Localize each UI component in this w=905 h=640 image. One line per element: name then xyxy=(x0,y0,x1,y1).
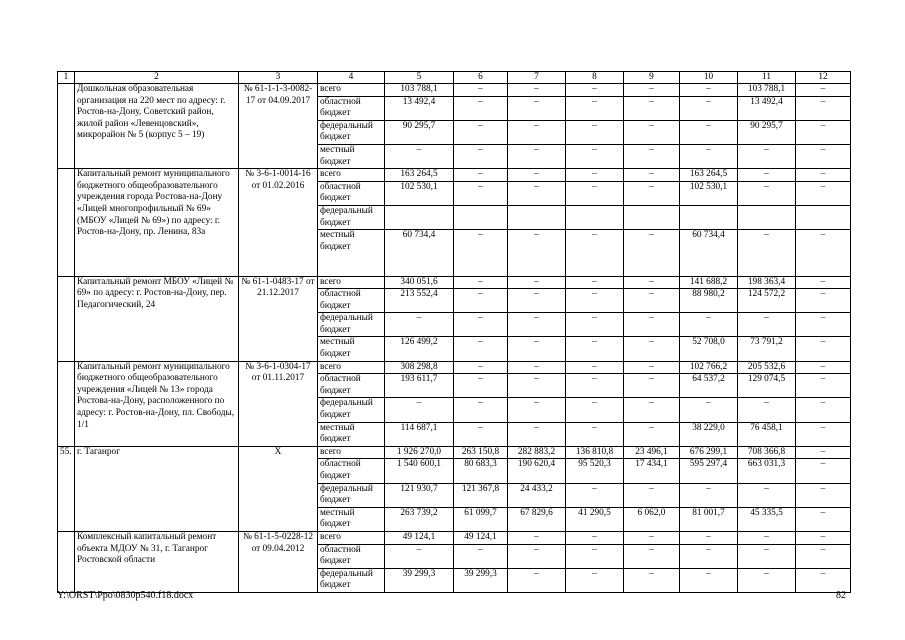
amount-cell: 198 363,4 xyxy=(738,276,796,289)
amount-cell: 41 290,5 xyxy=(566,507,624,531)
amount-cell: 52 708,0 xyxy=(680,337,738,361)
amount-cell: 193 611,7 xyxy=(385,374,454,398)
amount-cell: – xyxy=(624,337,680,361)
amount-cell: – xyxy=(796,84,851,97)
amount-cell: 103 788,1 xyxy=(385,84,454,97)
amount-cell: – xyxy=(454,422,508,446)
amount-cell: 24 433,2 xyxy=(508,483,566,507)
amount-cell: 39 299,3 xyxy=(385,568,454,592)
funding-source: местный бюджет xyxy=(318,144,385,168)
row-number: 55. xyxy=(58,446,75,531)
amount-cell: 126 499,2 xyxy=(385,337,454,361)
object-name: Комплексный капитальный ремонт объекта МДОУ № 31, г. Таганрог Ростовской области xyxy=(75,531,239,592)
amount-cell: – xyxy=(566,144,624,168)
amount-cell: – xyxy=(508,361,566,374)
amount-cell: – xyxy=(624,398,680,422)
amount-cell xyxy=(508,205,566,229)
funding-source: всего xyxy=(318,361,385,374)
amount-cell: 1 540 600,1 xyxy=(385,459,454,483)
funding-source: всего xyxy=(318,531,385,544)
amount-cell: – xyxy=(624,169,680,182)
amount-cell: 80 683,3 xyxy=(454,459,508,483)
amount-cell: – xyxy=(624,120,680,144)
amount-cell: 64 537,2 xyxy=(680,374,738,398)
row-number xyxy=(58,361,75,446)
amount-cell: – xyxy=(680,313,738,337)
amount-cell: 102 766,2 xyxy=(680,361,738,374)
amount-cell: – xyxy=(738,169,796,182)
object-name: Капитальный ремонт муниципального бюджетного общеобразовательного учреждения «Лицей № 13» города Ростова-на-Дону, расположенного по адресу: г. Ростов-на-Дону, пл. Свободы, 1/1 xyxy=(75,361,239,446)
amount-cell: 88 980,2 xyxy=(680,289,738,313)
funding-source: федеральный бюджет xyxy=(318,120,385,144)
funding-source: федеральный бюджет xyxy=(318,313,385,337)
amount-cell: – xyxy=(454,374,508,398)
amount-cell: – xyxy=(738,230,796,276)
amount-cell: – xyxy=(680,544,738,568)
amount-cell: – xyxy=(624,422,680,446)
amount-cell: – xyxy=(385,398,454,422)
amount-cell: – xyxy=(624,144,680,168)
amount-cell: – xyxy=(738,568,796,592)
amount-cell: – xyxy=(796,276,851,289)
column-number-4: 4 xyxy=(318,72,385,84)
amount-cell: – xyxy=(508,169,566,182)
table-row xyxy=(58,276,851,289)
amount-cell: 114 687,1 xyxy=(385,422,454,446)
amount-cell: 39 299,3 xyxy=(454,568,508,592)
amount-cell: – xyxy=(454,544,508,568)
amount-cell: – xyxy=(508,230,566,276)
funding-source: федеральный бюджет xyxy=(318,568,385,592)
amount-cell: 61 099,7 xyxy=(454,507,508,531)
funding-source: всего xyxy=(318,276,385,289)
amount-cell: – xyxy=(454,313,508,337)
amount-cell: 103 788,1 xyxy=(738,84,796,97)
amount-cell: 708 366,8 xyxy=(738,446,796,459)
amount-cell: – xyxy=(796,313,851,337)
amount-cell: – xyxy=(566,544,624,568)
amount-cell: 60 734,4 xyxy=(680,230,738,276)
amount-cell: – xyxy=(508,544,566,568)
expertise-number: № 61-1-5-0228-12 от 09.04.2012 xyxy=(239,531,318,592)
amount-cell: – xyxy=(508,422,566,446)
amount-cell: 6 062,0 xyxy=(624,507,680,531)
amount-cell: – xyxy=(738,313,796,337)
amount-cell: – xyxy=(624,289,680,313)
amount-cell: – xyxy=(624,84,680,97)
amount-cell: – xyxy=(796,483,851,507)
amount-cell: 663 031,3 xyxy=(738,459,796,483)
amount-cell: – xyxy=(796,374,851,398)
amount-cell: – xyxy=(454,361,508,374)
amount-cell: 190 620,4 xyxy=(508,459,566,483)
amount-cell: – xyxy=(624,181,680,205)
expertise-number: Х xyxy=(239,446,318,531)
amount-cell: 13 492,4 xyxy=(385,96,454,120)
amount-cell: – xyxy=(738,483,796,507)
funding-source: областной бюджет xyxy=(318,459,385,483)
amount-cell: 1 926 270,0 xyxy=(385,446,454,459)
object-name: г. Таганрог xyxy=(75,446,239,531)
amount-cell: – xyxy=(566,568,624,592)
amount-cell: – xyxy=(385,313,454,337)
funding-source: областной бюджет xyxy=(318,289,385,313)
amount-cell: – xyxy=(454,169,508,182)
amount-cell: 49 124,1 xyxy=(385,531,454,544)
amount-cell: – xyxy=(624,276,680,289)
amount-cell: – xyxy=(508,181,566,205)
amount-cell: – xyxy=(796,507,851,531)
amount-cell: – xyxy=(796,531,851,544)
funding-source: всего xyxy=(318,84,385,97)
amount-cell: – xyxy=(796,361,851,374)
expertise-number: № 3-6-1-0014-16 от 01.02.2016 xyxy=(239,169,318,276)
amount-cell: – xyxy=(508,374,566,398)
amount-cell: – xyxy=(624,374,680,398)
document-path: Y:\ORST\Ppo\0830p540.f18.docx xyxy=(57,590,194,601)
amount-cell: – xyxy=(566,483,624,507)
amount-cell: – xyxy=(508,568,566,592)
amount-cell: 81 001,7 xyxy=(680,507,738,531)
column-number-1: 1 xyxy=(58,72,75,84)
amount-cell: 308 298,8 xyxy=(385,361,454,374)
amount-cell: 23 496,1 xyxy=(624,446,680,459)
table-row xyxy=(58,531,851,544)
funding-source: федеральный бюджет xyxy=(318,483,385,507)
amount-cell: 213 552,4 xyxy=(385,289,454,313)
amount-cell: – xyxy=(796,181,851,205)
amount-cell: – xyxy=(566,276,624,289)
amount-cell: – xyxy=(680,120,738,144)
amount-cell: – xyxy=(680,96,738,120)
amount-cell xyxy=(385,205,454,229)
amount-cell: – xyxy=(738,531,796,544)
amount-cell: – xyxy=(454,120,508,144)
amount-cell: 676 299,1 xyxy=(680,446,738,459)
amount-cell: – xyxy=(566,374,624,398)
amount-cell: – xyxy=(454,144,508,168)
amount-cell: – xyxy=(624,96,680,120)
amount-cell: 13 492,4 xyxy=(738,96,796,120)
funding-source: местный бюджет xyxy=(318,422,385,446)
funding-source: областной бюджет xyxy=(318,96,385,120)
table-body xyxy=(58,72,851,593)
funding-source: федеральный бюджет xyxy=(318,398,385,422)
funding-source: всего xyxy=(318,169,385,182)
amount-cell: 263 739,2 xyxy=(385,507,454,531)
amount-cell: – xyxy=(454,398,508,422)
funding-source: областной бюджет xyxy=(318,544,385,568)
amount-cell: – xyxy=(796,422,851,446)
amount-cell: – xyxy=(796,169,851,182)
amount-cell: 60 734,4 xyxy=(385,230,454,276)
amount-cell: 90 295,7 xyxy=(738,120,796,144)
amount-cell: – xyxy=(796,568,851,592)
amount-cell: 163 264,5 xyxy=(385,169,454,182)
row-number xyxy=(58,169,75,276)
column-number-10: 10 xyxy=(680,72,738,84)
amount-cell: 121 930,7 xyxy=(385,483,454,507)
amount-cell: – xyxy=(454,96,508,120)
amount-cell: – xyxy=(624,313,680,337)
amount-cell: – xyxy=(566,313,624,337)
row-number xyxy=(58,84,75,169)
column-number-2: 2 xyxy=(75,72,239,84)
column-number-3: 3 xyxy=(239,72,318,84)
amount-cell: 67 829,6 xyxy=(508,507,566,531)
funding-source: местный бюджет xyxy=(318,337,385,361)
amount-cell: 121 367,8 xyxy=(454,483,508,507)
amount-cell xyxy=(566,205,624,229)
amount-cell: – xyxy=(454,276,508,289)
amount-cell: – xyxy=(566,169,624,182)
funding-source: областной бюджет xyxy=(318,181,385,205)
amount-cell: – xyxy=(454,181,508,205)
amount-cell: – xyxy=(566,531,624,544)
amount-cell: – xyxy=(796,120,851,144)
amount-cell: – xyxy=(566,120,624,144)
table-row xyxy=(58,446,851,459)
amount-cell: – xyxy=(454,230,508,276)
amount-cell: – xyxy=(624,361,680,374)
amount-cell: – xyxy=(738,181,796,205)
amount-cell: – xyxy=(680,144,738,168)
amount-cell: – xyxy=(508,337,566,361)
column-number-9: 9 xyxy=(624,72,680,84)
funding-source: федеральный бюджет xyxy=(318,205,385,229)
amount-cell: – xyxy=(796,446,851,459)
amount-cell: – xyxy=(796,144,851,168)
amount-cell: – xyxy=(508,276,566,289)
amount-cell: – xyxy=(508,398,566,422)
amount-cell: – xyxy=(508,96,566,120)
amount-cell: – xyxy=(566,84,624,97)
table-row xyxy=(58,361,851,374)
amount-cell: – xyxy=(454,337,508,361)
amount-cell: – xyxy=(566,181,624,205)
column-number-8: 8 xyxy=(566,72,624,84)
amount-cell: 136 810,8 xyxy=(566,446,624,459)
amount-cell: – xyxy=(566,289,624,313)
amount-cell: 90 295,7 xyxy=(385,120,454,144)
amount-cell: – xyxy=(508,313,566,337)
amount-cell xyxy=(738,205,796,229)
column-number-5: 5 xyxy=(385,72,454,84)
amount-cell: – xyxy=(566,337,624,361)
amount-cell: 205 532,6 xyxy=(738,361,796,374)
amount-cell: – xyxy=(680,84,738,97)
funding-source: областной бюджет xyxy=(318,374,385,398)
object-name: Капитальный ремонт муниципального бюджетного общеобразовательного учреждения города Ростова-на-Дону «Лицей многопрофильный № 69» (МБОУ «Лицей № 69») по адресу: г. Ростов-на-Дону, пр. Ленина, 83а xyxy=(75,169,239,276)
amount-cell: 73 791,2 xyxy=(738,337,796,361)
amount-cell xyxy=(624,205,680,229)
column-number-7: 7 xyxy=(508,72,566,84)
amount-cell: 49 124,1 xyxy=(454,531,508,544)
page-number: 82 xyxy=(836,590,846,601)
amount-cell: 163 264,5 xyxy=(680,169,738,182)
amount-cell: 76 458,1 xyxy=(738,422,796,446)
amount-cell: 263 150,8 xyxy=(454,446,508,459)
amount-cell: – xyxy=(624,568,680,592)
amount-cell: – xyxy=(680,483,738,507)
row-number xyxy=(58,276,75,361)
amount-cell: – xyxy=(385,144,454,168)
budget-table xyxy=(57,71,851,593)
amount-cell: – xyxy=(796,289,851,313)
column-number-11: 11 xyxy=(738,72,796,84)
amount-cell xyxy=(796,205,851,229)
column-number-6: 6 xyxy=(454,72,508,84)
amount-cell: – xyxy=(566,230,624,276)
amount-cell: – xyxy=(566,361,624,374)
table-row xyxy=(58,84,851,97)
amount-cell: 141 688,2 xyxy=(680,276,738,289)
amount-cell xyxy=(680,205,738,229)
table-row xyxy=(58,169,851,182)
row-number xyxy=(58,531,75,592)
amount-cell: 102 530,1 xyxy=(680,181,738,205)
amount-cell: – xyxy=(566,398,624,422)
amount-cell: 282 883,2 xyxy=(508,446,566,459)
amount-cell: 102 530,1 xyxy=(385,181,454,205)
amount-cell: 129 074,5 xyxy=(738,374,796,398)
amount-cell: – xyxy=(508,84,566,97)
amount-cell: – xyxy=(624,531,680,544)
amount-cell: – xyxy=(454,289,508,313)
funding-source: всего xyxy=(318,446,385,459)
amount-cell: 595 297,4 xyxy=(680,459,738,483)
amount-cell: – xyxy=(624,544,680,568)
amount-cell xyxy=(454,205,508,229)
amount-cell: – xyxy=(796,337,851,361)
amount-cell: – xyxy=(566,96,624,120)
header-row xyxy=(58,72,851,84)
amount-cell: – xyxy=(508,531,566,544)
amount-cell: – xyxy=(680,398,738,422)
amount-cell: – xyxy=(385,544,454,568)
amount-cell: – xyxy=(508,120,566,144)
column-number-12: 12 xyxy=(796,72,851,84)
amount-cell: 340 051,6 xyxy=(385,276,454,289)
amount-cell: – xyxy=(508,144,566,168)
amount-cell: – xyxy=(624,230,680,276)
amount-cell: – xyxy=(738,544,796,568)
expertise-number: № 3-6-1-0304-17 от 01.11.2017 xyxy=(239,361,318,446)
object-name: Дошкольная образовательная организация на 220 мест по адресу: г. Ростов-на-Дону, Советский район, жилой район «Левенцовский», микрорайон № 5 (корпус 5 – 19) xyxy=(75,84,239,169)
amount-cell: 45 335,5 xyxy=(738,507,796,531)
funding-source: местный бюджет xyxy=(318,507,385,531)
amount-cell: – xyxy=(680,568,738,592)
amount-cell: 124 572,2 xyxy=(738,289,796,313)
amount-cell: 38 229,0 xyxy=(680,422,738,446)
amount-cell: – xyxy=(796,96,851,120)
expertise-number: № 61-1-1-3-0082-17 от 04.09.2017 xyxy=(239,84,318,169)
amount-cell: – xyxy=(796,544,851,568)
object-name: Капитальный ремонт МБОУ «Лицей № 69» по адресу: г. Ростов-на-Дону, пер. Педагогический, 24 xyxy=(75,276,239,361)
expertise-number: № 61-1-0483-17 от 21.12.2017 xyxy=(239,276,318,361)
amount-cell: – xyxy=(796,459,851,483)
amount-cell: – xyxy=(796,230,851,276)
amount-cell: – xyxy=(738,144,796,168)
amount-cell: – xyxy=(738,398,796,422)
amount-cell: 17 434,1 xyxy=(624,459,680,483)
amount-cell: – xyxy=(680,531,738,544)
amount-cell: – xyxy=(508,289,566,313)
amount-cell: – xyxy=(796,398,851,422)
funding-source: местный бюджет xyxy=(318,230,385,276)
amount-cell: – xyxy=(454,84,508,97)
amount-cell: 95 520,3 xyxy=(566,459,624,483)
amount-cell: – xyxy=(566,422,624,446)
amount-cell: – xyxy=(624,483,680,507)
